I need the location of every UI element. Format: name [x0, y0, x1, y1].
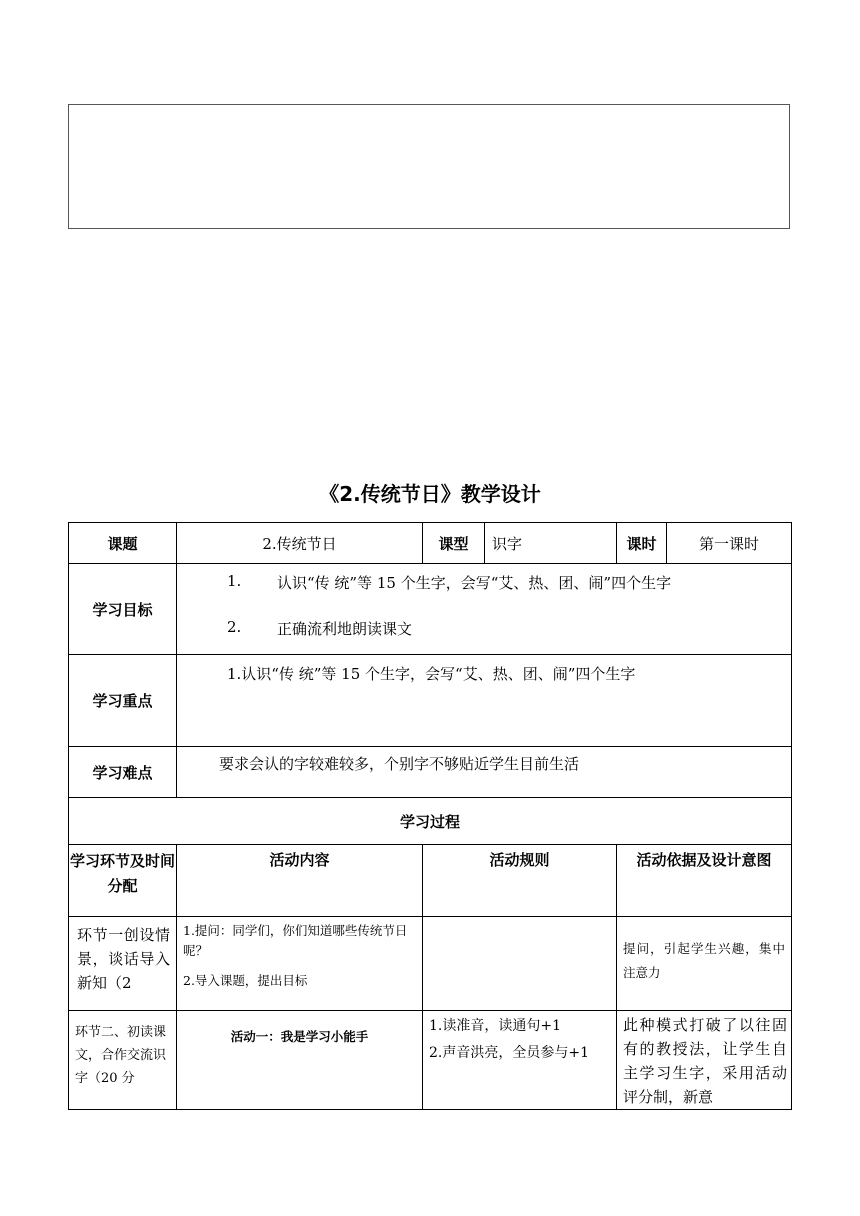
content-line: 1.提问：同学们，你们知道哪些传统节日呢？	[183, 923, 408, 958]
period-label: 课时	[617, 523, 667, 564]
type-label: 课型	[423, 523, 485, 564]
content-cell: 活动一：我是学习小能手	[177, 1011, 423, 1110]
document-title: 《2.传统节日》教学设计	[319, 482, 541, 506]
content-line: 2.导入课题，提出目标	[183, 973, 308, 988]
process-row	[69, 917, 792, 1011]
lesson-plan-table	[68, 522, 792, 1110]
column-header-rules: 活动规则	[423, 845, 617, 917]
rule-line: 1.读准音，读通句+1	[429, 1018, 561, 1034]
difficulties-label: 学习难点	[69, 747, 177, 798]
objective-text: 认识“传 统”等 15 个生字，会写“艾、热、团、闹”四个生字	[277, 574, 672, 592]
intent-cell: 提问，引起学生兴趣，集中注意力	[617, 917, 792, 1011]
key-points-row	[69, 655, 792, 747]
process-heading-row	[69, 798, 792, 845]
difficulties-text: 要求会认的字较难较多，个别字不够贴近学生目前生活	[177, 747, 792, 798]
column-header-content: 活动内容	[177, 845, 423, 917]
key-points-text: 1.认识“传 统”等 15 个生字，会写“艾、热、团、闹”四个生字	[177, 655, 792, 747]
info-row	[69, 523, 792, 564]
objective-number: 1.	[227, 572, 242, 590]
rules-cell	[423, 1011, 617, 1110]
intent-cell: 此种模式打破了以往固有的教授法，让学生自主学习生字，采用活动评分制，新意	[617, 1011, 792, 1110]
objective-item	[177, 618, 791, 639]
objective-number: 2.	[227, 618, 242, 636]
stage-cell: 环节一创设情景，谈话导入新知（2	[69, 917, 177, 1011]
period-value: 第一课时	[667, 523, 792, 564]
process-row	[69, 1011, 792, 1110]
topic-value: 2.传统节日	[177, 523, 423, 564]
objectives-label: 学习目标	[69, 564, 177, 655]
column-header-stage: 学习环节及时间分配	[69, 845, 177, 917]
key-points-label: 学习重点	[69, 655, 177, 747]
type-value: 识字	[485, 523, 617, 564]
stage-cell: 环节二、初读课文，合作交流识字（20 分	[69, 1011, 177, 1110]
rule-line: 2.声音洪亮，全员参与+1	[429, 1045, 589, 1061]
process-header-row	[69, 845, 792, 917]
rules-cell	[423, 917, 617, 1011]
column-header-intent: 活动依据及设计意图	[617, 845, 792, 917]
top-empty-box	[68, 104, 790, 229]
objective-item	[177, 572, 791, 596]
process-heading: 学习过程	[69, 798, 792, 845]
difficulties-row	[69, 747, 792, 798]
content-cell	[177, 917, 423, 1011]
objective-text: 正确流利地朗读课文	[277, 620, 413, 638]
objectives-row	[69, 564, 792, 655]
topic-label: 课题	[69, 523, 177, 564]
